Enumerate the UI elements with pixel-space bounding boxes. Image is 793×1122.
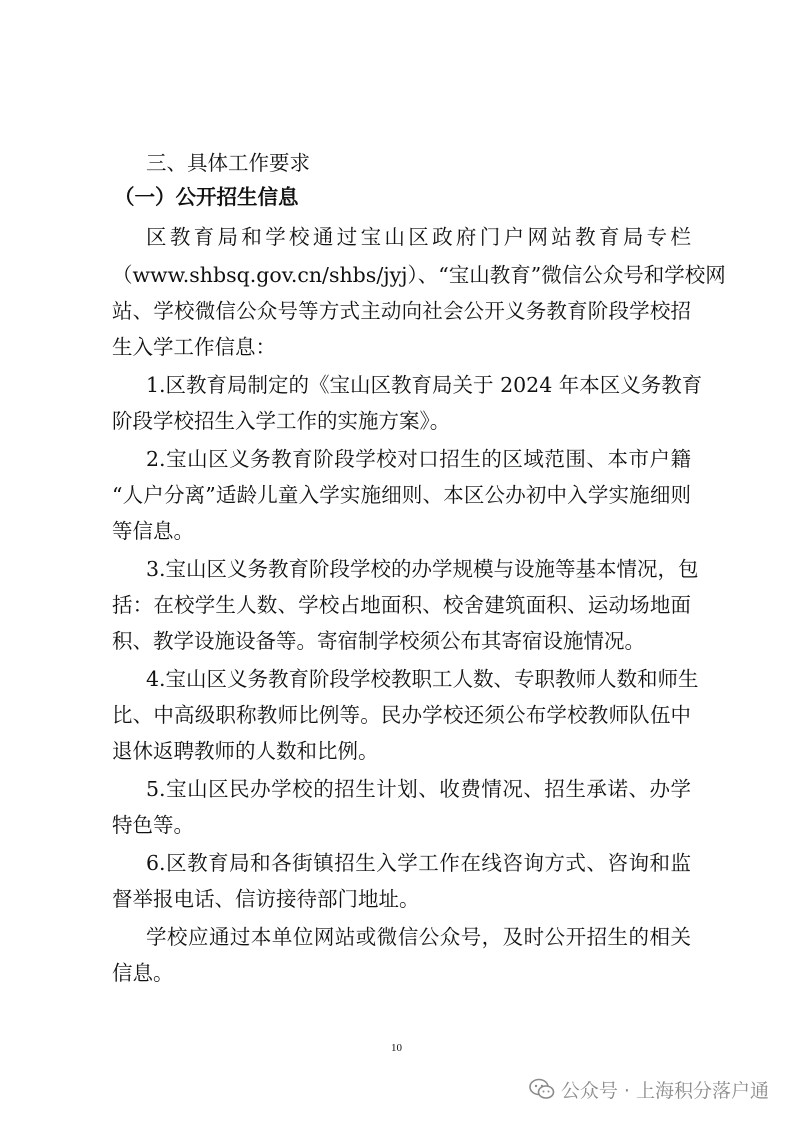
list-item-line: 督举报电话、信访接待部门地址。	[112, 887, 420, 911]
closing-line: 学校应通过本单位网站或微信公众号，及时公开招生的相关	[146, 925, 691, 949]
list-item-line: 等信息。	[112, 519, 194, 543]
list-item-line: 特色等。	[112, 813, 194, 837]
watermark	[529, 1075, 769, 1103]
page-number: 10	[391, 1042, 402, 1054]
list-item-line: 3.宝山区义务教育阶段学校的办学规模与设施等基本情况，包	[146, 557, 699, 581]
section-heading: 三、具体工作要求	[146, 151, 310, 175]
list-item-line: 括：在校学生人数、学校占地面积、校舍建筑面积、运动场地面	[112, 593, 691, 617]
intro-line: 站、学校微信公众号等方式主动向社会公开义务教育阶段学校招	[112, 299, 691, 323]
list-item-line: 5.宝山区民办学校的招生计划、收费情况、招生承诺、办学	[146, 777, 691, 801]
wechat-icon	[529, 1078, 555, 1100]
list-item-line: 1.区教育局制定的《宝山区教育局关于 2024 年本区义务教育	[146, 373, 703, 397]
intro-line: （www.shbsq.gov.cn/shbs/jyj）、“宝山教育”微信公众号和学校网	[112, 263, 726, 287]
list-item-line: 比、中高级职称教师比例等。民办学校还须公布学校教师队伍中	[112, 703, 691, 727]
list-item-line: 积、教学设施设备等。寄宿制学校须公布其寄宿设施情况。	[112, 629, 645, 653]
watermark-text: 公众号 · 上海积分落户通	[560, 1079, 769, 1102]
subsection-heading: （一）公开招生信息	[114, 185, 299, 209]
intro-line: 区教育局和学校通过宝山区政府门户网站教育局专栏	[146, 225, 691, 249]
list-item-line: “人户分离”适龄儿童入学实施细则、本区公办初中入学实施细则	[112, 483, 691, 507]
closing-line: 信息。	[112, 961, 174, 985]
list-item-line: 阶段学校招生入学工作的实施方案》。	[112, 409, 451, 433]
intro-line: 生入学工作信息：	[112, 335, 276, 359]
list-item-line: 2.宝山区义务教育阶段学校对口招生的区域范围、本市户籍	[146, 447, 691, 471]
list-item-line: 4.宝山区义务教育阶段学校教职工人数、专职教师人数和师生	[146, 667, 699, 691]
list-item-line: 退休返聘教师的人数和比例。	[112, 739, 379, 763]
list-item-line: 6.区教育局和各街镇招生入学工作在线咨询方式、咨询和监	[146, 851, 691, 875]
